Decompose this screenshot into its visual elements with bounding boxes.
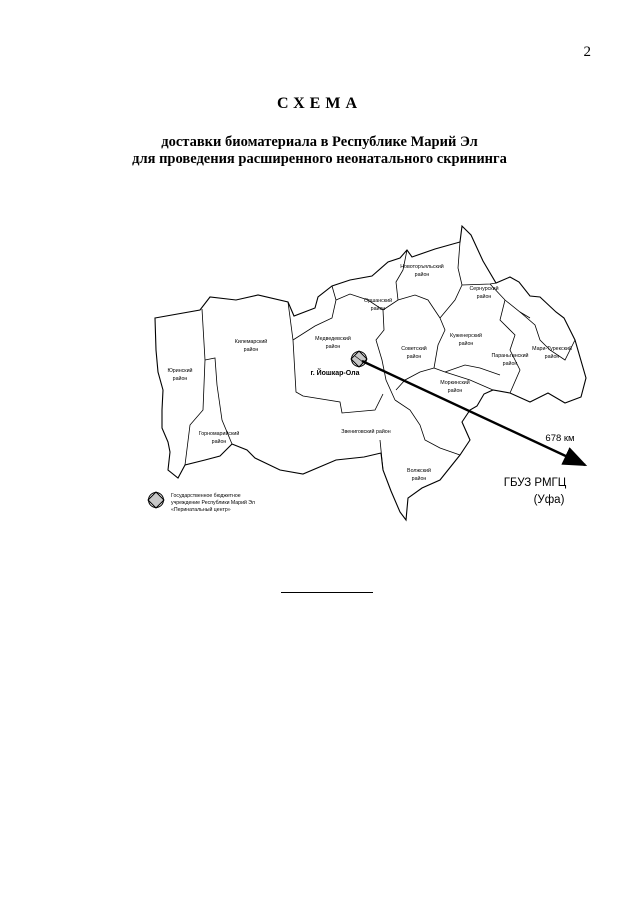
legend-text-line-3: «Перинатальный центр» — [171, 507, 231, 513]
destination-name: ГБУЗ РМГЦ — [503, 477, 567, 489]
page-title: СХЕМА — [276, 95, 363, 112]
region-map-svg — [140, 215, 610, 535]
district-suffix-kuzhenersky: район — [458, 341, 474, 347]
district-suffix-medvedevsky: район — [325, 344, 341, 350]
district-label-yurinsky: Юринский — [167, 368, 193, 374]
district-suffix-paranginsky: район — [502, 361, 518, 367]
district-suffix-volzhsky: район — [411, 476, 427, 482]
district-label-kuzhenersky: Куженерский — [450, 333, 482, 339]
district-suffix-yurinsky: район — [172, 376, 188, 382]
closing-divider — [281, 592, 373, 593]
district-suffix-kilemarsky: район — [243, 347, 259, 353]
district-label-orshansky: Оршанский — [363, 298, 393, 304]
district-label-morkinsky: Моркинский — [440, 380, 470, 386]
district-suffix-morkinsky: район — [447, 388, 463, 394]
district-suffix-sernursky: район — [476, 294, 492, 300]
subtitle-line-2: для проведения расширенного неонатального скрининга — [132, 151, 507, 167]
legend-text-line-2: учреждение Республики Марий Эл — [171, 500, 255, 506]
district-suffix-gornomariysky: район — [211, 439, 227, 445]
distance-label: 678 км — [545, 433, 575, 444]
district-suffix-orshansky: район — [370, 306, 386, 312]
subtitle-line-1: доставки биоматериала в Республике Марий Эл — [161, 134, 478, 150]
district-suffix-mari-tureksky: район — [544, 354, 560, 360]
district-label-novotoryalsky: Новоторъяльский — [400, 264, 444, 270]
district-label-zvenigovsky: Звениговский район — [341, 429, 391, 435]
region-map — [140, 215, 610, 535]
destination-city: (Уфа) — [533, 494, 565, 506]
legend-text-line-1: Государственное бюджетное — [171, 493, 241, 499]
district-label-volzhsky: Волжский — [407, 468, 431, 474]
page-number: 2 — [583, 44, 591, 60]
district-label-sovetsky: Советский — [401, 346, 427, 352]
delivery-route-arrow — [362, 361, 585, 465]
district-label-kilemarsky: Килемарский — [234, 339, 268, 345]
city-label: г. Йошкар-Ола — [310, 370, 360, 377]
district-label-gornomariysky: Горномарийский — [198, 431, 240, 437]
district-label-mari-tureksky: Мари-Турекский — [532, 346, 572, 352]
district-label-sernursky: Сернурский — [469, 286, 499, 292]
legend-icon — [148, 492, 164, 508]
perinatal-center-icon — [351, 351, 367, 367]
district-suffix-sovetsky: район — [406, 354, 422, 360]
district-suffix-novotoryalsky: район — [414, 272, 430, 278]
district-label-paranginsky: Параньгинский — [491, 353, 529, 359]
district-label-medvedevsky: Медведевский — [315, 336, 351, 342]
republic-outline — [155, 226, 586, 520]
